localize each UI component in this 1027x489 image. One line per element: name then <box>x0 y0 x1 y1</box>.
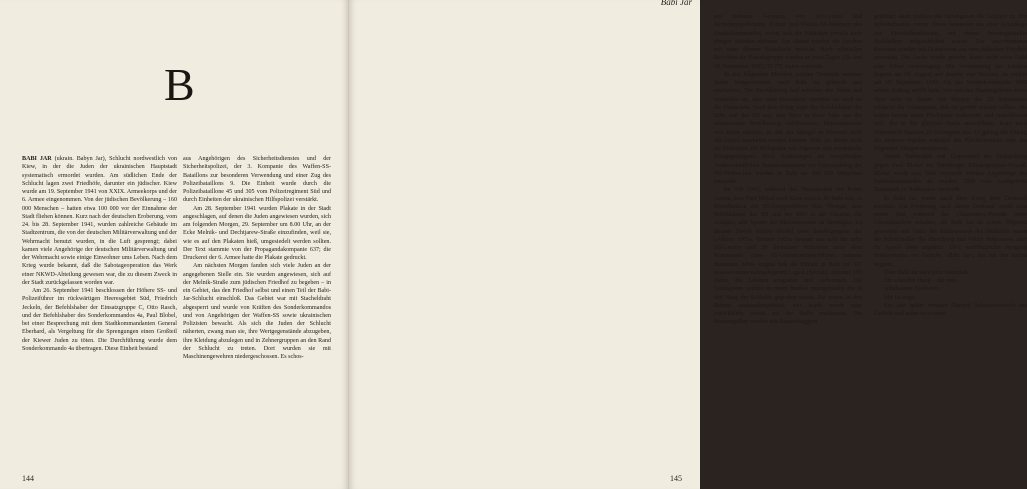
entry-headword: BABI JAR <box>22 156 52 162</box>
paragraph: Am 28. September 1941 wurden Plakate in der Stadt angeschlagen, auf denen die Juden angewiesen wurden, sich am folgenden Morgen, 29. September um 8.00 Uhr, an der Ecke Melnik- und Dechtjarew-Straße einzufinden, weil sie, wie es auf den Plakaten hieß, umgesiedelt werden sollten. Der Text stammte von der Propagandakompanie 637; die Druckerei der 6. Armee hatte die Plakate gedruckt. <box>183 205 331 261</box>
running-head: Babi Jar <box>660 0 692 7</box>
paragraph: aus Angehörigen des Sicherheitsdienstes und der Sicherheitspolizei, der 3. Kompanie des Waffen-SS-Bataillons zur besonderen Verwendung und einer Zug des Polizeibataillons 9. Die Einheit wurde durch die Polizeibataillone 45 und 305 vom Polizeiregiment Süd und durch Einheiten der ukrainischen Hilfspolizei verstärkt. <box>183 156 331 204</box>
paragraph: Im Juli 1943, während des Vormarsches der Roten Armee, kam Paul Blobel nach Kiew zurück. Er hatte nun, in Koordination mit SS-Gruppenführer Max Thomas, dem Befehlshaber der SD und der SiPo in der Ukraine, die Aufgabe, alle Spuren des Massenmordes zu beseitigen. Zu diesem Zweck bildete Blobel zwei Sondergruppen der »Aktion 1005«. Einheit 1005a bestand aus acht bis zehn SD-Leuten und 30 deutschen Polizisten unter dem Kommando eines SS-Obersturmbannführers namens Baumann. Mitte August ließ die Einheit in Babi Jar 327 Insassen eines nahegelegenen Lagers (Syrezk), darunter 100 Juden, die Leichen ausgraben und verbrennen. Die Gefangenen wurden in einem Bunker untergebracht, der in den Hang der Schlucht gegraben wurde. Sie waren an den Beinen aneinandergekettet, wer krank wurde oder zurückblieb, wurde auf der Stelle erschossen. Die Massengräber wurden mit Raupenbaggern <box>714 187 862 326</box>
paragraph: In Babi Jar wurde nach dem Krieg kein Denkmal errichtet. Die Forderung nach einem Denkmal wurde zum ersten Mal während der »Tauwetter«-Periode unter Chruschtschow erhoben, als Babi Jar zu einem Pilgerort geworden war. Unter den Befürwortern des Denkmals waren die Schriftsteller Ilja Ehrenburg und Viktor Nekrassow, aber ihr Appell blieb ungehört. 1961 veröffentlichte Jewgenij Jewtuschenko ein Gedicht, »Babi Jar«, das mit den Zeilen beginnt: <box>874 195 1027 268</box>
poem-line: Mir ist angst. <box>884 294 917 301</box>
text-column-1 <box>22 155 177 353</box>
poem-line: Ein schroffer Hang – der eine, <box>884 278 958 284</box>
paragraph: In den folgenden Monaten wurden Tausende weiterer Juden festgenommen, nach Babi Jar gebracht und erschossen. Die Bevölkerung half mitunter den Juden und versteckte sie, aber viele Einwohner verrieten sie auch an die Deutschen. Nach dem Krieg sagte der Befehlshaber der SiPo und des SD aus, sein Büro in Kiew habe aus der ukrainischen Bevölkerung »körbeweise« Denunziationen von Juden erhalten, so daß aus Mangel an Personal nicht alle hätten bearbeitet werden können. Babi Jar diente auch als Richtstätte für Nichtjuden wie Zigeuner und sowjetische Kriegsgefangene. Nach Schätzungen der sowjetischen Außerordentlichen Staatskommission zur Untersuchung der NS-Verbrechen wurden in Babi Jar 100 000 Menschen ermordet. <box>714 71 862 185</box>
paragraph <box>22 155 177 287</box>
right-page <box>349 0 1027 489</box>
paragraph-text: (ukrain. Babyn Jar), Schlucht nordwestlich von Kiew, in der die Juden der ukrainischen Hauptstadt systematisch ermordet wurden. Am südlichen Ende der Schlucht lagen zwei Friedhöfe, darunter ein jüdischer. Kiew wurde am 19. September 1941 von XXIX. Armeekorps und der 6. Armee eingenommen. Von der jüdischen Bevölkerung – 160 000 Menschen – hatten etwa 100 000 vor der Einnahme der Stadt fliehen können. Kurz nach der deutschen Eroberung, vom 24. bis 28. September 1941, wurden zahlreiche Gebäude im Stadtzentrum, die von der deutschen Militärverwaltung und der Wehrmacht benutzt wurden, in die Luft gesprengt; dabei kamen viele Angehörige der deutschen Militärverwaltung und der Wehrmacht sowie einige Einwohner ums Leben. Nach dem Krieg wurde bekannt, daß die Sabotageoperation das Werk einer NKWD-Abteilung gewesen war, die zu diesem Zweck in der Stadt zurückgelassen worden war. <box>22 156 178 286</box>
paragraph: Am nächsten Morgen fanden sich viele Juden an der angegebenen Stelle ein. Sie wurden angewiesen, sich auf der Melnik-Straße zum jüdischen Friedhof zu begeben – in ein Gebiet, das den Friedhof selbst und einen Teil der Babi-Jar-Schlucht einschloß. Das Gebiet war mit Stacheldraht abgesperrt und wurde von Kräften des Sonderkommandos und von Angehörigen der Waffen-SS sowie ukrainischen Polizisten bewacht. Als sich die Juden der Schlucht näherten, zwang man sie, ihre Wertgegenstände abzugeben, ihre Kleidung abzulegen und in Zehnergruppen an den Rand der Schlucht zu treten. Dort wurden sie mit Maschinengewehren niedergeschossen. Es schos- <box>183 263 331 360</box>
poem-line: Über Babi Jar steht kein Denkmal. <box>884 269 969 276</box>
text-column-2 <box>183 155 331 361</box>
section-letter: B <box>164 59 195 110</box>
poem-line: unbehauene Grabstein. <box>884 286 940 293</box>
text-column-3 <box>714 13 862 327</box>
left-page <box>0 0 349 489</box>
page-number-right: 145 <box>670 474 682 483</box>
page-number-left: 144 <box>22 474 34 483</box>
paragraph: Dieses Verbrechen war Gegenstand der Verhandlung gegen Paul Blobel im Nürnberger Einsatzgruppen-Prozeß. Blobel wurde zum Tode verurteilt. Weitere Angehörige des Sonderkommandos 4a wurden 1968 vom Landgericht Darmstadt zu Haftstrafen verurteilt. <box>874 154 1027 194</box>
paragraph: Am 26. September 1941 beschlossen der Höhere SS- und Polizeiführer im rückwärtigen Heeresgebiet Süd, Friedrich Jeckeln, der Befehlshaber der Einsatzgruppe C, Otto Rasch, und der Befehlshaber des Sonderkommandos 4a, Paul Blobel, bei einer Besprechung mit dem Stadtkommandanten General Eberhard, als Vergeltung für die Sprengungen einen Großteil der Kiewer Juden zu töten. Die Durchführung wurde dem Sonderkommando 4a übertragen. Diese Einheit bestand <box>22 288 177 352</box>
paragraph: Ein Jahr später vertonte Dimitrij Schostakowitsch das Gedicht und nahm es in seine <box>874 302 1027 317</box>
paragraph: sen mehrere Gruppen von SD-Leuten und Sicherheitspolizisten, Polizei und Waffen-SS-Männern des Sonderkommandos, wobei sich die Einheiten jeweils nach einigen Stunden ablösten. Am Abend wurden die Leichen mit einer dünnen Erdschicht bedeckt. Nach offiziellen Berichten der Einsatzgruppe wurden an zwei Tagen (29. und 30. September 1941) 33 771 Juden ermordet. <box>714 14 862 70</box>
text-column-4 <box>874 13 1027 318</box>
paragraph: geöffnet; dann mußten die Gefangenen die Leichen zu den Scheiterhaufen zerren. Diese bestanden aus einer Grundlage aus Eisenbahnschienen, auf denen benzingetränkte Holzbalken aufgeschichtet waren. Die unverbrannten Knochen wurden mit Grabsteinen aus dem jüdischen Friedhof zermalmt. Die Asche wurde gesiebt, damit nicht etwa Gold oder Silber verlorenging. Die Verbrennung der Leichen begann am 18. August und dauerte vier Wochen; sie endete am 19. September 1943. Als das Sonderkommando 1005 seinen Auftrag erfüllt hatte, war von den Massengräbern keine Spur mehr zu finden. Am Morgen des 29. Septembers erfuhren die Gefangenen, daß sie getötet werden sollten. Sie hatten bereits einen Fluchtplan vorbereitet und entschlossen sich, ihn in der gleichen Nacht auszuführen. Kurz nach Mitternacht brachen 25 Gefangene aus. 15 gelang die Flucht, die anderen wurden während des Fluchtversuchs oder am folgenden Morgen erschossen. <box>874 14 1027 152</box>
